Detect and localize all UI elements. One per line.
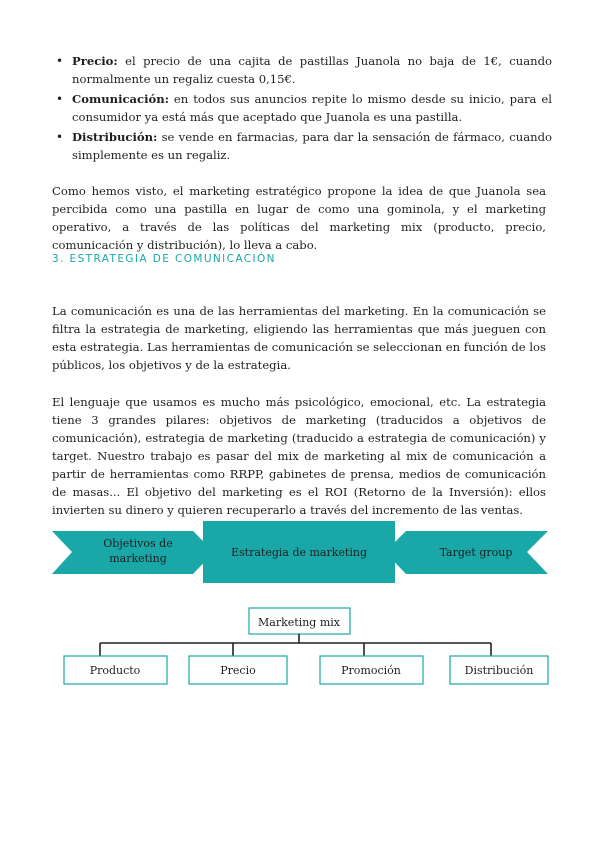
node-distribucion-label: Distribución bbox=[464, 664, 534, 677]
node-marketing-mix-label: Marketing mix bbox=[258, 616, 340, 629]
tree-connectors bbox=[100, 634, 491, 656]
node-precio-label: Precio bbox=[220, 664, 256, 677]
pillar-objetivos-label-line1: Objetivos de bbox=[103, 537, 173, 550]
bullet-item-comunicacion bbox=[52, 90, 552, 126]
bullet-item-distribucion bbox=[52, 128, 552, 164]
pillar-target-label: Target group bbox=[439, 546, 513, 559]
section-heading: 3. ESTRATEGIA DE COMUNICACIÓN bbox=[52, 253, 276, 265]
bullet-dot-icon: • bbox=[56, 54, 64, 68]
bullet-term: Comunicación: bbox=[72, 92, 169, 106]
bullet-term: Distribución: bbox=[72, 130, 158, 144]
paragraph-communication-strategy: El lenguaje que usamos es mucho más psicológico, emocional, etc. La estrategia tiene 3 grandes pilares: objetivos de marketing (traducidos a objetivos de comunicación), estrategia de marketing (traducido a estrategia de comunicación) y target. Nuestro trabajo es pasar del mix de marketing al mix de comunicación a partir de herramientas como RRPP, gabinetes de prensa, medios de comunicación de masas... El objetivo del marketing es el ROI (Retorno de la Inversión): ellos invierten su dinero y quieren recuperarlo a través del incremento de las ventas. bbox=[52, 395, 546, 517]
bullet-dot-icon: • bbox=[56, 130, 64, 144]
pillar-objetivos-label-line2: marketing bbox=[109, 552, 167, 565]
marketing-mix-bullet-list bbox=[52, 52, 552, 166]
bullet-text: en todos sus anuncios repite lo mismo desde su inicio, para el consumidor ya está más que aceptado que Juanola es una pastilla. bbox=[72, 92, 552, 124]
pillar-estrategia-label: Estrategia de marketing bbox=[231, 546, 367, 559]
bullet-text: se vende en farmacias, para dar la sensación de fármaco, cuando simplemente es un regaliz. bbox=[72, 130, 552, 162]
bullet-dot-icon: • bbox=[56, 92, 64, 106]
bullet-item-precio bbox=[52, 52, 552, 88]
paragraph-marketing-summary: Como hemos visto, el marketing estratégico propone la idea de que Juanola sea percibida como una pastilla en lugar de como una gominola, y el marketing operativo, a través de las políticas del marketing mix (producto, precio, comunicación y distribución), lo lleva a cabo. bbox=[52, 184, 546, 252]
bullet-term: Precio: bbox=[72, 54, 118, 68]
bullet-text: el precio de una cajita de pastillas Juanola no baja de 1€, cuando normalmente un regaliz cuesta 0,15€. bbox=[72, 54, 552, 86]
node-promocion-label: Promoción bbox=[341, 664, 401, 677]
marketing-strategy-diagram bbox=[0, 515, 599, 695]
node-producto-label: Producto bbox=[89, 664, 141, 677]
paragraph-communication-intro: La comunicación es una de las herramientas del marketing. En la comunicación se filtra la estrategia de marketing, eligiendo las herramientas que más jueguen con esta estrategia. Las herramientas de comunicación se seleccionan en función de los públicos, los objetivos y de la estrategia. bbox=[52, 304, 546, 372]
